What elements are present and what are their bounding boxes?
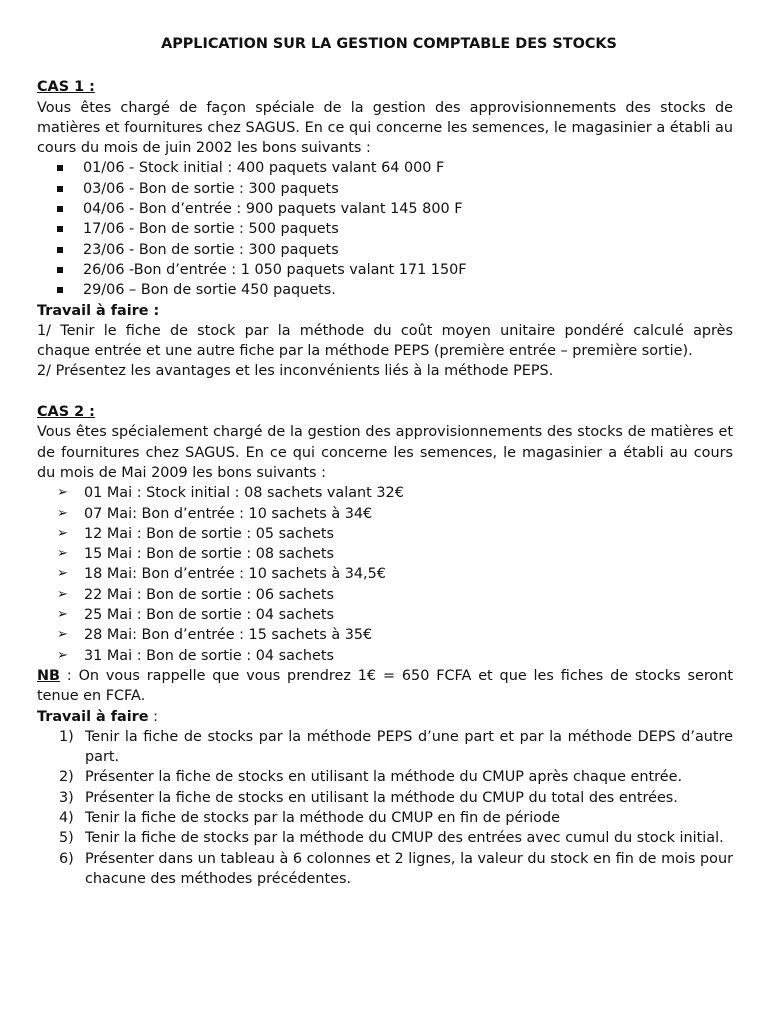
square-bullet-icon (57, 226, 63, 232)
case-1-intro: Vous êtes chargé de façon spéciale de la gestion des approvisionnements des stocks de matières et fournitures chez SAGUS. En ce qui concerne les semences, le magasinier a établi au cours du mois de juin 2002 les bons suivants : (37, 99, 733, 157)
case-1-work-heading: Travail à faire : (37, 302, 160, 319)
list-item: ➢ 31 Mai : Bon de sortie : 04 sachets (57, 646, 733, 666)
list-item: 3) Présenter la fiche de stocks en utilisant la méthode du CMUP du total des entrées. (59, 789, 678, 806)
list-item: 26/06 -Bon d’entrée : 1 050 paquets valant 171 150F (57, 260, 733, 280)
case-2-nb-note (37, 666, 733, 707)
square-bullet-icon (57, 165, 63, 171)
case-2-section (37, 402, 733, 889)
list-item: 17/06 - Bon de sortie : 500 paquets (57, 219, 733, 239)
case-2-work-heading: Travail à faire : (37, 708, 158, 725)
case-1-task-1-line-2: chaque entrée et une autre fiche par la méthode PEPS (première entrée – première sortie). (37, 343, 693, 360)
arrowhead-bullet-icon: ➢ (57, 566, 68, 582)
arrowhead-bullet-icon: ➢ (57, 586, 68, 602)
document-body (37, 34, 733, 889)
nb-label: NB (37, 667, 61, 684)
case-2-heading: CAS 2 : (37, 404, 95, 421)
arrowhead-bullet-icon: ➢ (57, 485, 68, 501)
square-bullet-icon (57, 206, 63, 212)
list-item: 04/06 - Bon d’entrée : 900 paquets valant 145 800 F (57, 199, 733, 219)
list-item: 01/06 - Stock initial : 400 paquets valant 64 000 F (57, 158, 733, 178)
arrowhead-bullet-icon: ➢ (57, 627, 68, 643)
list-item: ➢ 22 Mai : Bon de sortie : 06 sachets (57, 585, 733, 605)
list-item: ➢ 15 Mai : Bon de sortie : 08 sachets (57, 544, 733, 564)
list-item: ➢ 25 Mai : Bon de sortie : 04 sachets (57, 605, 733, 625)
list-item: ➢ 28 Mai: Bon d’entrée : 15 sachets à 35€ (57, 625, 733, 645)
square-bullet-icon (57, 287, 63, 293)
list-item: 2) Présenter la fiche de stocks en utilisant la méthode du CMUP après chaque entrée. (59, 769, 683, 786)
list-item: 03/06 - Bon de sortie : 300 paquets (57, 179, 733, 199)
case-2-intro: Vous êtes spécialement chargé de la gestion des approvisionnements des stocks de matières et de fournitures chez SAGUS. En ce qui concerne les semences, le magasinier a établi au cours du mois de Mai 2009 les bons suivants : (37, 424, 733, 481)
arrowhead-bullet-icon: ➢ (57, 546, 68, 562)
arrowhead-bullet-icon: ➢ (57, 607, 68, 623)
case-1-heading: CAS 1 : (37, 79, 95, 96)
list-item: 23/06 - Bon de sortie : 300 paquets (57, 240, 733, 260)
list-item: 4) Tenir la fiche de stocks par la méthode du CMUP en fin de période (59, 809, 561, 826)
case-2-voucher-list (37, 483, 733, 666)
arrowhead-bullet-icon: ➢ (57, 525, 68, 541)
list-item: ➢ 12 Mai : Bon de sortie : 05 sachets (57, 524, 733, 544)
arrowhead-bullet-icon: ➢ (57, 505, 68, 521)
square-bullet-icon (57, 186, 63, 192)
list-item: 29/06 – Bon de sortie 450 paquets. (57, 280, 733, 300)
case-1-task-1-line-1: 1/ Tenir le fiche de stock par la méthode du coût moyen unitaire pondéré calculé après (37, 322, 733, 339)
case-1-voucher-list (37, 158, 733, 300)
nb-text: : On vous rappelle que vous prendrez 1€ = 650 FCFA et que les fiches de stocks seront tenue en FCFA. (37, 667, 733, 705)
list-item: ➢ 01 Mai : Stock initial : 08 sachets valant 32€ (57, 483, 733, 503)
section-spacer (37, 382, 733, 402)
square-bullet-icon (57, 267, 63, 273)
square-bullet-icon (57, 247, 63, 253)
list-item: 5) Tenir la fiche de stocks par la méthode du CMUP des entrées avec cumul du stock initial. (59, 830, 724, 847)
case-1-section (37, 77, 733, 381)
arrowhead-bullet-icon: ➢ (57, 647, 68, 663)
document-title: APPLICATION SUR LA GESTION COMPTABLE DES STOCKS (161, 36, 617, 52)
list-item: 1) Tenir la fiche de stocks par la méthode PEPS d’une part et par la méthode DEPS d’autre part. (59, 728, 733, 766)
list-item: ➢ 18 Mai: Bon d’entrée : 10 sachets à 34,5€ (57, 564, 733, 584)
list-item: 6) Présenter dans un tableau à 6 colonnes et 2 lignes, la valeur du stock en fin de mois pour chacune des méthodes précédentes. (59, 850, 733, 887)
case-1-task-2: 2/ Présentez les avantages et les inconvénients liés à la méthode PEPS. (37, 363, 554, 380)
list-item: ➢ 07 Mai: Bon d’entrée : 10 sachets à 34€ (57, 504, 733, 524)
case-2-task-list (37, 727, 733, 889)
